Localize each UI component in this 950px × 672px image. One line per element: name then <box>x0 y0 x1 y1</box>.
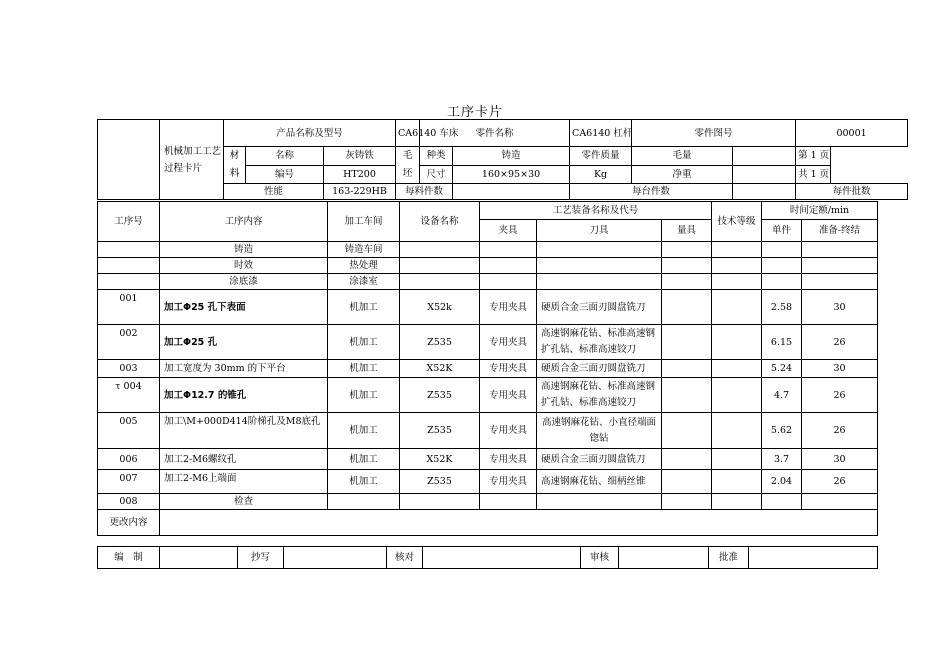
row-grade <box>712 494 762 510</box>
signature-table <box>97 546 878 569</box>
row-op-no: 007 <box>98 470 160 494</box>
row-gauge <box>662 378 712 413</box>
row-equipment: Z535 <box>400 413 480 449</box>
gross-value <box>733 147 796 166</box>
row-unit: 5.24 <box>762 360 802 378</box>
row-grade <box>712 325 762 360</box>
net-label: 净重 <box>632 165 733 184</box>
row-cutter: 硬质合金三面刃圆盘铣刀 <box>537 449 662 470</box>
row-workshop: 热处理 <box>328 258 400 274</box>
page-label: 第 1 页 <box>796 147 831 166</box>
drawing-label: 零件图号 <box>632 120 796 147</box>
kind-value: 铸造 <box>453 147 570 166</box>
row-prep <box>802 274 878 290</box>
row-op-content: 加工Φ25 孔 <box>160 325 328 360</box>
per-unit-label: 每台件数 <box>570 184 733 200</box>
row-unit <box>762 242 802 258</box>
table-row <box>98 413 878 449</box>
row-op-content: 加工2-M6螺纹孔 <box>160 449 328 470</box>
row-prep <box>802 494 878 510</box>
process-table <box>97 201 878 536</box>
row-workshop: 机加工 <box>328 413 400 449</box>
copy-label: 抄写 <box>238 547 284 569</box>
row-unit: 6.15 <box>762 325 802 360</box>
row-fixture: 专用夹具 <box>480 378 537 413</box>
row-grade <box>712 470 762 494</box>
blank-label: 毛坯 <box>396 147 420 184</box>
document-title: 工序卡片 <box>446 105 503 120</box>
change-row <box>98 510 878 536</box>
row-gauge <box>662 449 712 470</box>
row-workshop: 机加工 <box>328 325 400 360</box>
row-cutter: 高速钢麻花钻、小直径端面锪钻 <box>537 413 662 449</box>
review-value <box>619 547 709 569</box>
col-gauge: 量具 <box>662 220 712 242</box>
header-blank-cell <box>98 120 160 200</box>
row-equipment: X52k <box>400 290 480 325</box>
row-unit <box>762 274 802 290</box>
per-unit-value <box>733 184 796 200</box>
row-unit: 3.7 <box>762 449 802 470</box>
row-equipment <box>400 274 480 290</box>
name-value: 灰铸铁 <box>324 147 396 166</box>
col-fixture: 夹具 <box>480 220 537 242</box>
row-workshop <box>328 494 400 510</box>
row-cutter: 高速钢麻花钻、标准高速钢扩孔钻、标准高速铰刀 <box>537 325 662 360</box>
table-row <box>98 470 878 494</box>
row-prep: 26 <box>802 325 878 360</box>
grade-label: 编号 <box>246 165 324 184</box>
table-row <box>98 258 878 274</box>
row-grade <box>712 242 762 258</box>
row-gauge <box>662 470 712 494</box>
row-op-no: 005 <box>98 413 160 449</box>
row-workshop: 机加工 <box>328 449 400 470</box>
row-op-content: 检查 <box>160 494 328 510</box>
row-fixture: 专用夹具 <box>480 360 537 378</box>
row-grade <box>712 378 762 413</box>
row-cutter: 硬质合金三面刃圆盘铣刀 <box>537 360 662 378</box>
col-cutter: 刀具 <box>537 220 662 242</box>
row-unit <box>762 494 802 510</box>
row-fixture <box>480 242 537 258</box>
row-grade <box>712 413 762 449</box>
row-op-no: 001 <box>98 290 160 325</box>
row-prep: 30 <box>802 290 878 325</box>
row-op-no: 002 <box>98 325 160 360</box>
col-unit-time: 单件 <box>762 220 802 242</box>
approve-value <box>749 547 878 569</box>
row-equipment: X52K <box>400 449 480 470</box>
row-equipment: X52K <box>400 360 480 378</box>
row-gauge <box>662 360 712 378</box>
row-op-no: τ 004 <box>98 378 160 413</box>
row-workshop: 机加工 <box>328 378 400 413</box>
row-prep: 26 <box>802 470 878 494</box>
row-prep <box>802 258 878 274</box>
row-op-content: 涂底漆 <box>160 274 328 290</box>
col-workshop: 加工车间 <box>328 202 400 242</box>
row-unit: 5.62 <box>762 413 802 449</box>
row-cutter <box>537 258 662 274</box>
row-grade <box>712 449 762 470</box>
row-op-content: 加工Φ25 孔下表面 <box>160 290 328 325</box>
row-equipment: Z535 <box>400 325 480 360</box>
row-cutter <box>537 494 662 510</box>
row-fixture: 专用夹具 <box>480 290 537 325</box>
table-row <box>98 290 878 325</box>
row-cutter <box>537 242 662 258</box>
row-fixture <box>480 494 537 510</box>
property-value: 163-229HB <box>324 184 396 200</box>
per-batch-label: 每件批数 <box>796 184 908 200</box>
row-op-no: 008 <box>98 494 160 510</box>
row-unit: 2.58 <box>762 290 802 325</box>
product-value: CA6140 车床 <box>396 120 420 147</box>
row-fixture: 专用夹具 <box>480 413 537 449</box>
table-row <box>98 242 878 258</box>
row-op-no: 003 <box>98 360 160 378</box>
net-value <box>733 165 796 184</box>
row-unit: 4.7 <box>762 378 802 413</box>
table-row <box>98 360 878 378</box>
row-grade <box>712 360 762 378</box>
row-prep: 26 <box>802 413 878 449</box>
row-prep: 30 <box>802 449 878 470</box>
row-prep <box>802 242 878 258</box>
row-workshop: 机加工 <box>328 360 400 378</box>
gross-label: 毛量 <box>632 147 733 166</box>
row-equipment <box>400 258 480 274</box>
row-fixture: 专用夹具 <box>480 470 537 494</box>
row-gauge <box>662 413 712 449</box>
table-row <box>98 378 878 413</box>
row-workshop: 涂漆室 <box>328 274 400 290</box>
row-workshop: 机加工 <box>328 470 400 494</box>
row-unit <box>762 258 802 274</box>
change-label: 更改内容 <box>98 510 160 536</box>
row-workshop: 铸造车间 <box>328 242 400 258</box>
row-prep: 26 <box>802 378 878 413</box>
row-prep: 30 <box>802 360 878 378</box>
col-prep-time: 准备-终结 <box>802 220 878 242</box>
table-row <box>98 449 878 470</box>
table-row <box>98 494 878 510</box>
property-label: 性能 <box>224 184 324 200</box>
row-fixture: 专用夹具 <box>480 449 537 470</box>
approve-label: 批准 <box>709 547 749 569</box>
total-label: 共 1 页 <box>796 165 831 184</box>
part-name-value: CA6140 杠杆 <box>570 120 632 147</box>
row-equipment <box>400 494 480 510</box>
row-grade <box>712 274 762 290</box>
row-unit: 2.04 <box>762 470 802 494</box>
row-workshop: 机加工 <box>328 290 400 325</box>
row-fixture <box>480 258 537 274</box>
row-op-content: 加工Φ12.7 的锥孔 <box>160 378 328 413</box>
size-label: 尺寸 <box>420 165 453 184</box>
row-op-content: 加工\M+000D414阶梯孔及M8底孔 <box>160 413 328 449</box>
part-mass-label: 零件质量 <box>570 147 632 166</box>
row-op-content: 时效 <box>160 258 328 274</box>
row-gauge <box>662 290 712 325</box>
grade-value: HT200 <box>324 165 396 184</box>
col-equipment: 设备名称 <box>400 202 480 242</box>
part-mass-unit: Kg <box>570 165 632 184</box>
row-op-content: 铸造 <box>160 242 328 258</box>
review-label: 审核 <box>581 547 619 569</box>
per-blank-label: 每料件数 <box>396 184 453 200</box>
table-row <box>98 325 878 360</box>
table-row <box>98 274 878 290</box>
row-grade <box>712 258 762 274</box>
card-type-label: 机械加工工艺过程卡片 <box>160 120 224 200</box>
row-cutter <box>537 274 662 290</box>
row-op-no <box>98 258 160 274</box>
col-time-quota: 时间定额/min <box>762 202 878 220</box>
name-label: 名称 <box>246 147 324 166</box>
row-grade <box>712 290 762 325</box>
material-label: 材料 <box>224 147 246 184</box>
check-value <box>423 547 581 569</box>
kind-label: 种类 <box>420 147 453 166</box>
row-gauge <box>662 242 712 258</box>
card-header-table <box>97 119 908 200</box>
size-value: 160×95×30 <box>453 165 570 184</box>
col-op-content: 工序内容 <box>160 202 328 242</box>
row-equipment <box>400 242 480 258</box>
row-op-no <box>98 274 160 290</box>
row-cutter: 高速钢麻花钻、标准高速钢扩孔钻、标准高速铰刀 <box>537 378 662 413</box>
copy-value <box>284 547 387 569</box>
row-fixture <box>480 274 537 290</box>
row-op-content: 加工宽度为 30mm 的下平台 <box>160 360 328 378</box>
per-blank-value <box>453 184 570 200</box>
row-fixture: 专用夹具 <box>480 325 537 360</box>
row-op-content: 加工2-M6上端面 <box>160 470 328 494</box>
row-equipment: Z535 <box>400 470 480 494</box>
row-cutter: 硬质合金三面刃圆盘铣刀 <box>537 290 662 325</box>
row-gauge <box>662 274 712 290</box>
col-op-no: 工序号 <box>98 202 160 242</box>
row-equipment: Z535 <box>400 378 480 413</box>
row-gauge <box>662 494 712 510</box>
row-op-no: 006 <box>98 449 160 470</box>
row-cutter: 高速钢麻花钻、细柄丝锥 <box>537 470 662 494</box>
row-gauge <box>662 258 712 274</box>
row-gauge <box>662 325 712 360</box>
check-label: 核对 <box>387 547 423 569</box>
part-name-label: 零件名称 <box>420 120 570 147</box>
product-label: 产品名称及型号 <box>224 120 396 147</box>
compile-label: 编 制 <box>98 547 160 569</box>
drawing-value: 00001 <box>796 120 908 147</box>
change-content <box>160 510 878 536</box>
row-op-no <box>98 242 160 258</box>
col-tech-grade: 技术等级 <box>712 202 762 242</box>
col-tooling: 工艺装备名称及代号 <box>480 202 712 220</box>
compile-value <box>160 547 238 569</box>
